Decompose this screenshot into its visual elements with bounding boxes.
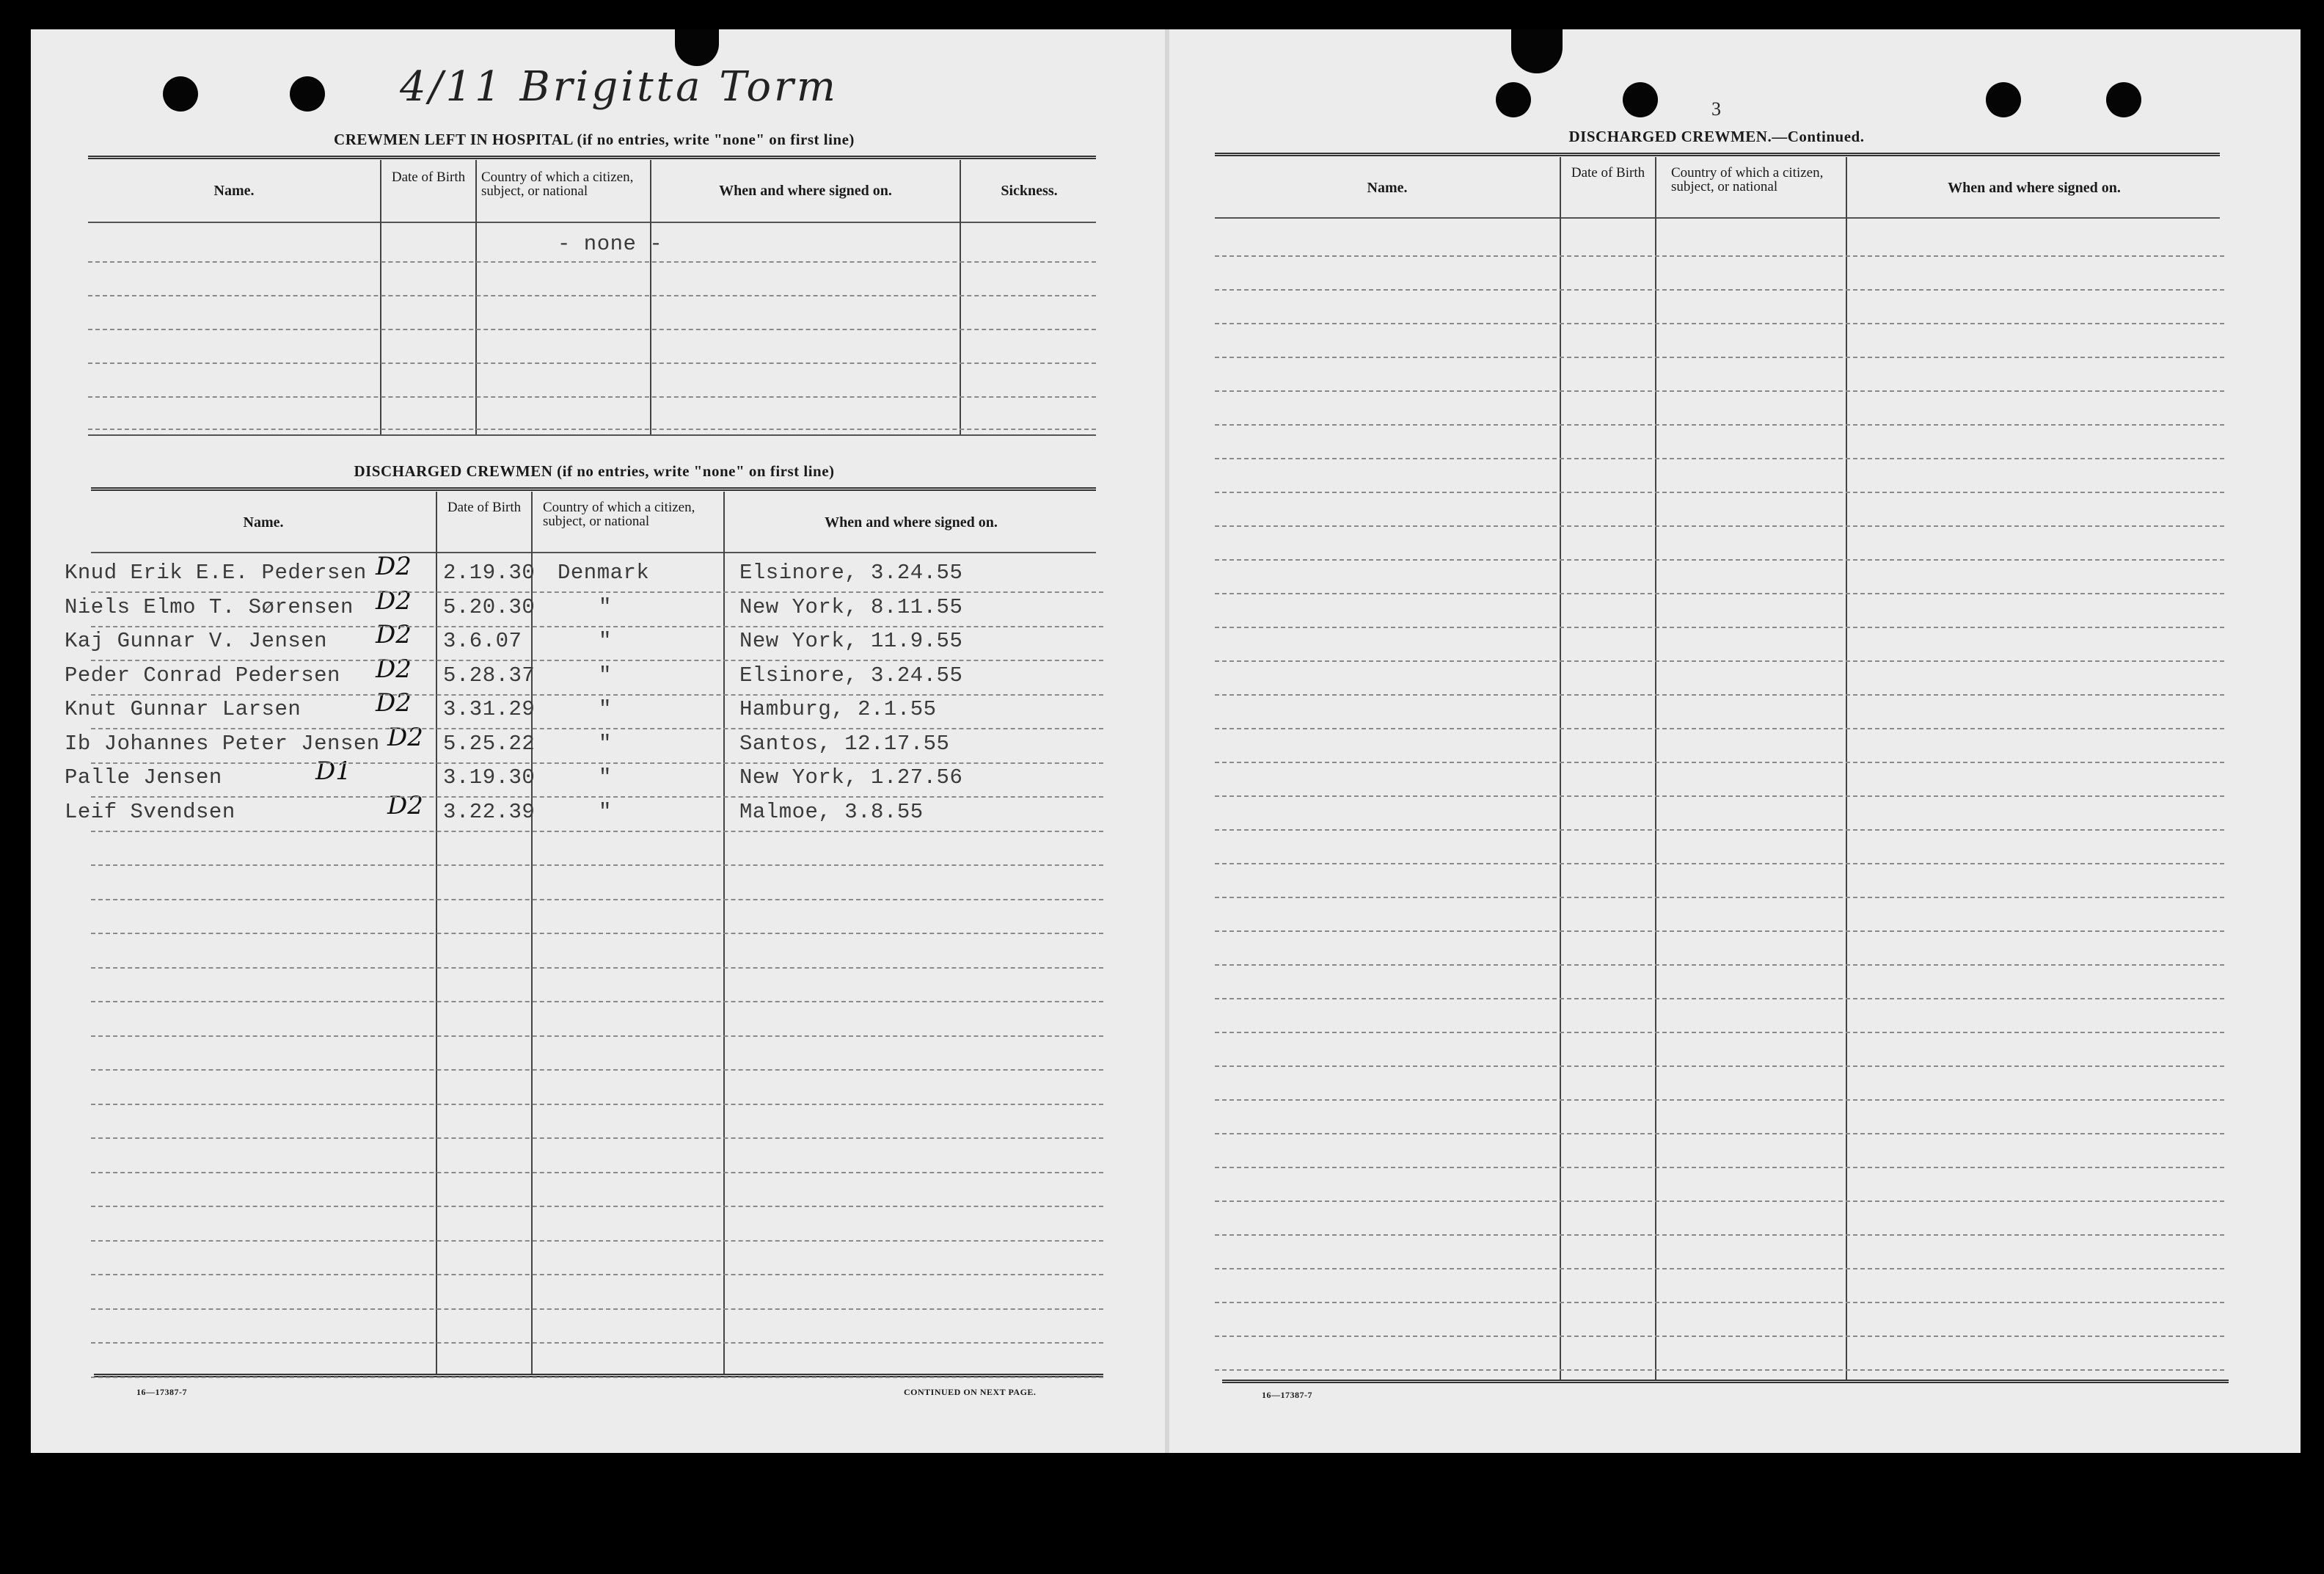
discharged-row-line (91, 1342, 1103, 1344)
hospital-col-country: Country of which a citizen, subject, or national (481, 170, 634, 199)
crew-dob: 3.19.30 (443, 765, 536, 790)
crew-name: Peder Conrad Pedersen (65, 663, 340, 688)
continued-top-rule (1215, 153, 2220, 156)
continued-row-line (1215, 964, 2224, 966)
discharged-col-signed: When and where signed on. (825, 514, 998, 531)
hospital-col-divider (380, 160, 381, 434)
crew-signed-on: Malmoe, 3.8.55 (739, 799, 924, 824)
continued-row-line (1215, 492, 2224, 493)
hospital-top-rule (88, 156, 1096, 159)
left-form-number: 16—17387-7 (136, 1387, 187, 1397)
continued-row-line (1215, 1167, 2224, 1168)
crew-signed-on: Santos, 12.17.55 (739, 731, 950, 756)
discharged-row-line (91, 626, 1103, 627)
continued-row-line (1215, 1065, 2224, 1067)
punch-hole (1986, 82, 2021, 117)
discharged-row-line (91, 796, 1103, 798)
discharged-row-line (91, 1104, 1103, 1105)
hospital-row-line (88, 295, 1096, 296)
continued-row-line (1215, 1234, 2224, 1236)
continued-row-line (1215, 660, 2224, 662)
crew-dob: 2.19.30 (443, 561, 536, 585)
continued-row-line (1215, 593, 2224, 594)
crew-dob: 3.31.29 (443, 697, 536, 721)
discharged-row-line (91, 1308, 1103, 1310)
continued-row-line (1215, 1099, 2224, 1101)
continued-row-line (1215, 998, 2224, 999)
hospital-bottom-rule (88, 434, 1096, 436)
crew-signed-on: Elsinore, 3.24.55 (739, 561, 963, 585)
hospital-heading (88, 131, 1100, 149)
discharged-row-line (91, 1069, 1103, 1071)
discharged-title: DISCHARGED CREWMEN (354, 462, 553, 480)
hospital-col-sickness: Sickness. (1001, 183, 1058, 199)
crew-country: " (599, 629, 612, 653)
crew-name: Knut Gunnar Larsen (65, 697, 302, 721)
hospital-title: CREWMEN LEFT IN HOSPITAL (334, 131, 573, 148)
continued-row-line (1215, 255, 2224, 257)
continued-col-dob: Date of Birth (1571, 165, 1645, 181)
crew-name: Niels Elmo T. Sørensen (65, 594, 354, 619)
continued-row-line (1215, 1336, 2224, 1337)
continued-row-line (1215, 795, 2224, 797)
continued-col-divider (1560, 157, 1561, 1380)
hospital-row-line (88, 329, 1096, 330)
continued-row-line (1215, 694, 2224, 696)
crew-dob: 3.6.07 (443, 629, 522, 653)
discharged-row-line (91, 831, 1103, 832)
rating-code: D2 (376, 620, 412, 649)
continued-row-line (1215, 762, 2224, 763)
continued-row-line (1215, 390, 2224, 392)
continued-row-line (1215, 424, 2224, 426)
discharged-row-line (91, 591, 1103, 593)
hospital-row-line (88, 362, 1096, 364)
discharged-row-line (91, 1001, 1103, 1002)
discharged-note: (if no entries, write "none" on first line) (557, 462, 835, 480)
hospital-row-line (88, 429, 1096, 430)
hospital-row-line (88, 261, 1096, 263)
discharged-row-line (91, 1240, 1103, 1242)
continued-col-signed: When and where signed on. (1948, 180, 2121, 196)
crew-signed-on: New York, 11.9.55 (739, 629, 963, 653)
discharged-heading (88, 462, 1100, 481)
crew-name: Ib Johannes Peter Jensen (65, 731, 380, 756)
hospital-col-name: Name. (213, 183, 255, 199)
crew-country: " (599, 799, 612, 824)
crew-country: Denmark (558, 561, 650, 585)
hospital-col-divider (650, 160, 651, 434)
crew-signed-on: New York, 8.11.55 (739, 594, 963, 619)
handwritten-annotation: 4/11 Brigitta Torm (400, 63, 838, 111)
discharged-row-line (91, 1172, 1103, 1173)
continued-heading: DISCHARGED CREWMEN.—Continued. (1568, 128, 1865, 145)
continued-row-line (1215, 897, 2224, 898)
continued-row-line (1215, 1200, 2224, 1202)
crew-name: Knud Erik E.E. Pedersen (65, 561, 367, 585)
rating-code: D2 (376, 654, 412, 684)
continued-row-line (1215, 863, 2224, 864)
hospital-col-divider (475, 160, 477, 434)
crew-name: Kaj Gunnar V. Jensen (65, 629, 328, 653)
continued-row-line (1215, 1133, 2224, 1134)
discharged-row-line (91, 1274, 1103, 1275)
crew-country: " (599, 765, 612, 790)
discharged-top-rule (91, 487, 1096, 491)
continued-row-line (1215, 1032, 2224, 1033)
discharged-row-line (91, 864, 1103, 866)
crew-country: " (599, 663, 612, 688)
continued-col-divider (1846, 157, 1847, 1380)
discharged-row-line (91, 1377, 1103, 1378)
continued-bottom-rule (1222, 1380, 2229, 1383)
hospital-col-signed: When and where signed on. (719, 183, 892, 199)
continued-row-line (1215, 829, 2224, 831)
continued-row-line (1215, 289, 2224, 291)
discharged-row-line (91, 1137, 1103, 1139)
continued-row-line (1215, 458, 2224, 459)
crew-country: " (599, 731, 612, 756)
continued-row-line (1215, 627, 2224, 628)
discharged-header-rule (91, 552, 1096, 553)
continued-col-country: Country of which a citizen, subject, or national (1671, 165, 1824, 194)
crew-country: " (599, 697, 612, 721)
rating-code: D2 (376, 552, 412, 581)
discharged-row-line (91, 967, 1103, 969)
punch-hole (163, 76, 198, 112)
continued-row-line (1215, 323, 2224, 324)
discharged-row-line (91, 933, 1103, 934)
hospital-col-divider (960, 160, 961, 434)
rating-code: D2 (376, 586, 412, 616)
crew-dob: 5.25.22 (443, 731, 536, 756)
continued-note: CONTINUED ON NEXT PAGE. (904, 1387, 1037, 1397)
continued-row-line (1215, 525, 2224, 527)
crew-dob: 3.22.39 (443, 799, 536, 824)
discharged-row-line (91, 899, 1103, 900)
continued-row-line (1215, 1302, 2224, 1303)
continued-row-line (1215, 1268, 2224, 1269)
crew-signed-on: Elsinore, 3.24.55 (739, 663, 963, 688)
crew-signed-on: New York, 1.27.56 (739, 765, 963, 790)
rating-code: D2 (376, 688, 412, 718)
crew-dob: 5.28.37 (443, 663, 536, 688)
rating-code: D2 (387, 722, 423, 752)
crew-name: Palle Jensen (65, 765, 222, 790)
discharged-col-name: Name. (243, 514, 284, 531)
punch-hole (1496, 82, 1531, 117)
right-form-number: 16—17387-7 (1262, 1390, 1312, 1400)
continued-row-line (1215, 930, 2224, 932)
hospital-col-dob: Date of Birth (391, 170, 466, 185)
continued-row-line (1215, 357, 2224, 358)
crew-name: Leif Svendsen (65, 799, 235, 824)
continued-row-line (1215, 728, 2224, 729)
discharged-row-line (91, 660, 1103, 661)
continued-row-line (1215, 1369, 2224, 1371)
continued-row-line (1215, 559, 2224, 561)
crew-signed-on: Hamburg, 2.1.55 (739, 697, 937, 721)
continued-header-rule (1215, 217, 2220, 219)
punch-hole (2106, 82, 2141, 117)
page-fold (1165, 29, 1169, 1453)
rating-code: D2 (387, 790, 423, 820)
discharged-col-country: Country of which a citizen, subject, or national (543, 500, 695, 529)
continued-col-name: Name. (1367, 180, 1408, 196)
discharged-row-line (91, 694, 1103, 696)
rating-code: D1 (315, 757, 351, 786)
page-number: 3 (1711, 98, 1721, 120)
discharged-row-line (91, 762, 1103, 764)
punch-hole (1623, 82, 1658, 117)
discharged-row-line (91, 1206, 1103, 1207)
discharged-row-line (91, 728, 1103, 729)
hospital-note: (if no entries, write "none" on first line) (577, 131, 855, 148)
crew-country: " (599, 594, 612, 619)
hospital-header-rule (88, 222, 1096, 223)
discharged-col-dob: Date of Birth (447, 500, 522, 515)
crew-dob: 5.20.30 (443, 594, 536, 619)
punch-hole (290, 76, 325, 112)
hospital-row-line (88, 396, 1096, 398)
continued-col-divider (1655, 157, 1656, 1380)
discharged-row-line (91, 1035, 1103, 1037)
hospital-none-entry: - none - (558, 232, 663, 256)
